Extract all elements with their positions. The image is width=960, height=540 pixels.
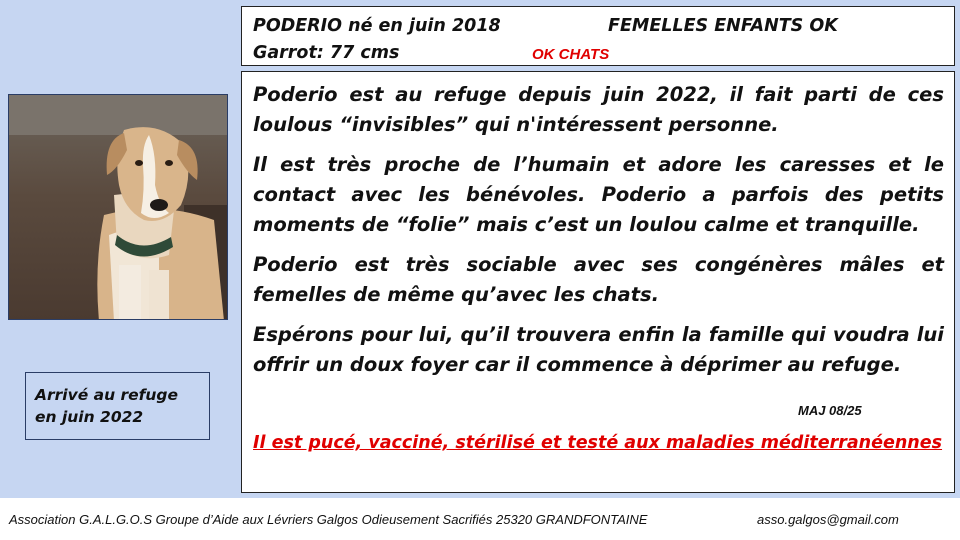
header-box — [241, 6, 955, 66]
description-box — [241, 71, 955, 493]
footer — [9, 512, 954, 527]
description-paragraph: Espérons pour lui, qu’il trouvera enfin la famille qui voudra lui offrir un doux foyer car il commence à déprimer au refuge. — [253, 323, 944, 376]
association-info: Association G.A.L.G.O.S Groupe d’Aide aux Lévriers Galgos Odieusement Sacrifiés 25320 GRANDFONTAINE — [9, 512, 648, 527]
medical-status: Il est pucé, vacciné, stérilisé et testé aux maladies méditerranéennes — [253, 433, 943, 453]
arrival-line-2: en juin 2022 — [35, 408, 144, 426]
dog-photo — [8, 94, 228, 320]
description-paragraph: Poderio est au refuge depuis juin 2022, il fait parti de ces loulous “invisibles” qui n'intéressent personne. — [253, 83, 944, 136]
contact-email: asso.galgos@gmail.com — [757, 512, 899, 527]
compatibility-info: FEMELLES ENFANTS OK — [608, 16, 838, 36]
description-paragraph: Il est très proche de l’humain et adore les caresses et le contact avec les bénévoles. Poderio a parfois des petits moments de “folie” mais c’est un loulou calme et tranquille. — [253, 153, 944, 236]
arrival-line-1: Arrivé au refuge — [35, 386, 179, 404]
arrival-box — [25, 372, 210, 440]
update-date: MAJ 08/25 — [798, 403, 862, 418]
description-paragraph: Poderio est très sociable avec ses congénères mâles et femelles de même qu’avec les chats. — [253, 253, 944, 306]
garrot-height: Garrot: 77 cms — [253, 43, 400, 63]
dog-name-birth: PODERIO né en juin 2018 — [253, 16, 501, 36]
cats-ok-badge: OK CHATS — [532, 46, 610, 63]
